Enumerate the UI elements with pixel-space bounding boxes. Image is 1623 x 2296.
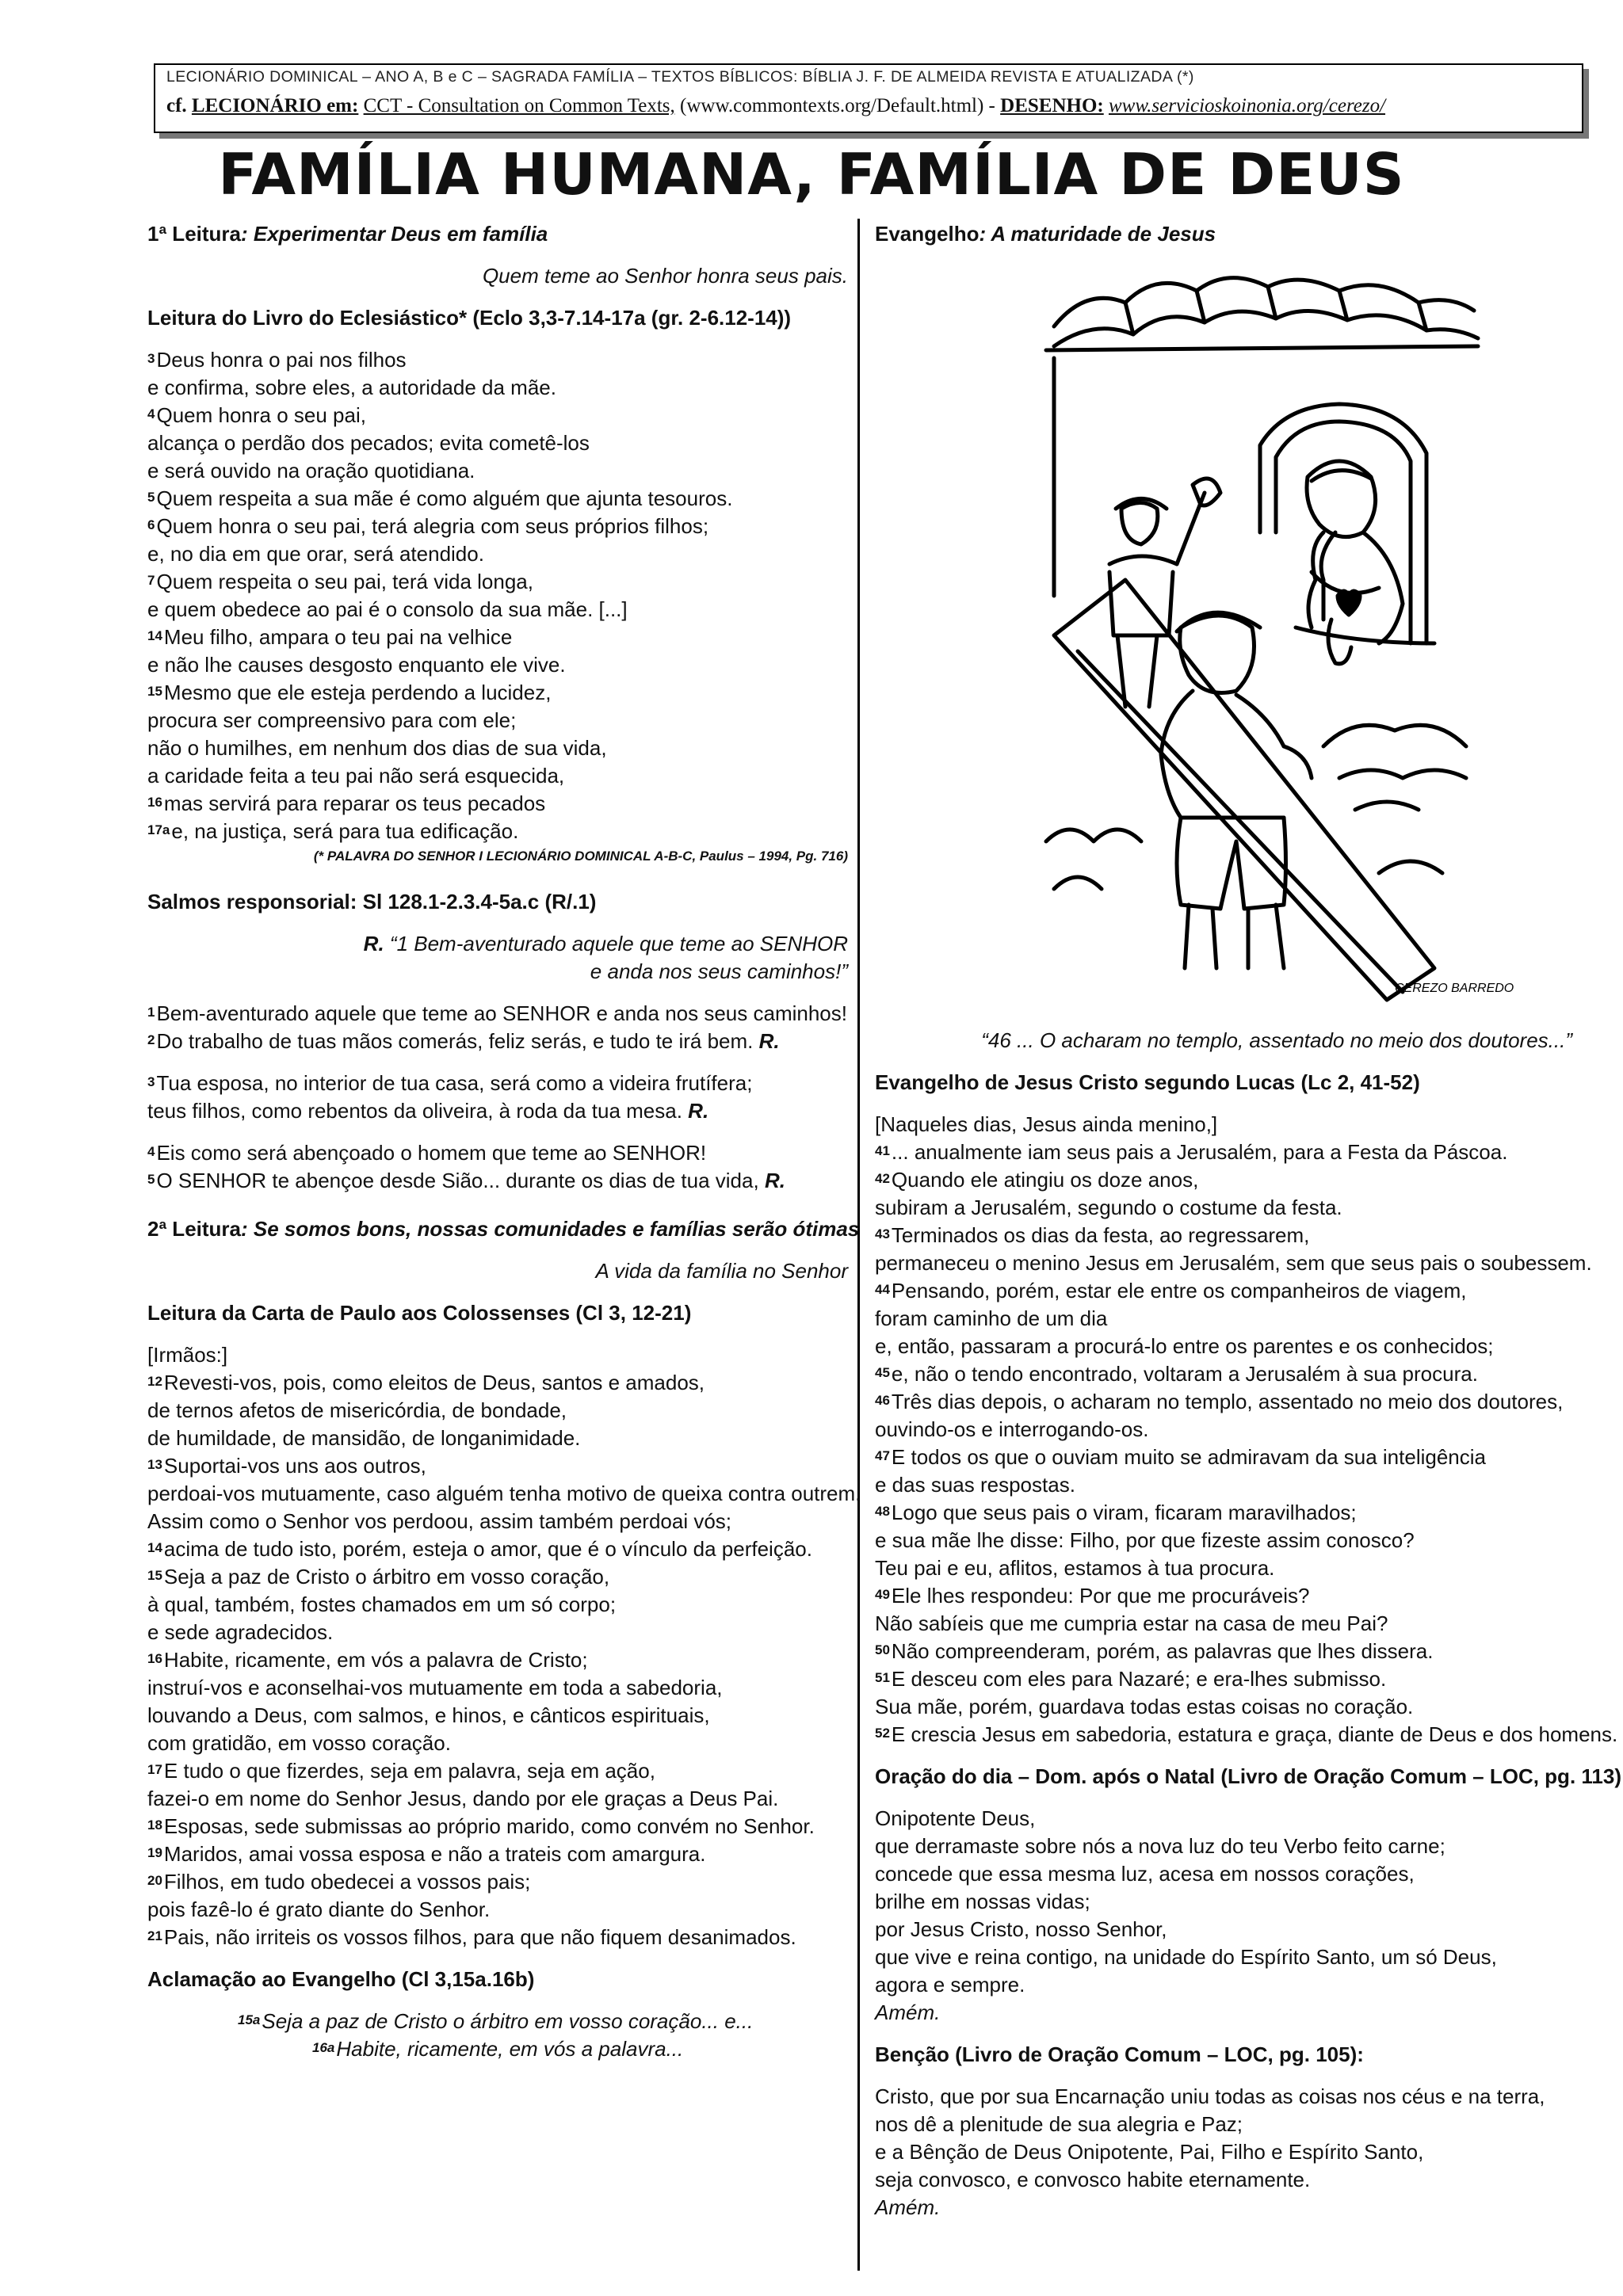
verse-number: 47 [875, 1448, 890, 1463]
verse-line [147, 1425, 848, 1452]
verse-line [147, 1563, 848, 1591]
header-box [154, 63, 1583, 133]
verse-text: a caridade feita a teu pai não será esquecida, [147, 764, 565, 788]
text-line: Onipotente Deus, [875, 1806, 1036, 1830]
verse-text: Do trabalho de tuas mãos comerás, feliz serás, e tudo te irá bem. [156, 1029, 759, 1053]
verse-line [147, 346, 848, 374]
verse-text: E todos os que o ouviam muito se admiravam da sua inteligência [891, 1445, 1486, 1469]
text-line: seja convosco, e convosco habite eternamente. [875, 2168, 1311, 2191]
verse-text: Quem respeita a sua mãe é como alguém que ajunta tesouros. [156, 486, 733, 510]
acclamation-text [147, 2008, 848, 2063]
verse-number: 50 [875, 1642, 890, 1657]
text-line: concede que essa mesma luz, acesa em nossos corações, [875, 1862, 1415, 1886]
verse-line [875, 1416, 1572, 1444]
verse-text: e quem obedece ao pai é o consolo da sua mãe. [...] [147, 597, 628, 621]
verse-line [147, 513, 848, 540]
verse-number: 21 [147, 1928, 162, 1943]
verse-number: 41 [875, 1143, 890, 1158]
verse-text: e das suas respostas. [875, 1473, 1075, 1497]
verse-line [147, 568, 848, 596]
verse-line [147, 1785, 848, 1813]
verse-line [875, 1249, 1592, 1277]
verse-text: Maridos, amai vossa esposa e não a trateis com amargura. [163, 1842, 706, 1866]
verse-text: e, na justiça, será para tua edificação. [171, 819, 519, 843]
verse-text: pois fazê-lo é grato diante do Senhor. [147, 1897, 491, 1921]
verse-line [147, 429, 848, 457]
prayer-heading: Oração do dia – Dom. após o Natal (Livro de Oração Comum – LOC, pg. 113) [875, 1764, 1621, 1788]
verse-line [147, 1757, 848, 1785]
verse-text: Deus honra o pai nos filhos [156, 348, 407, 372]
verse-text: Não sabíeis que me cumpria estar na casa de meu Pai? [875, 1611, 1388, 1635]
verse-line [147, 651, 848, 679]
verse-line [875, 1333, 1572, 1360]
header-cct-url[interactable]: (www.commontexts.org/Default.html) - [680, 95, 995, 116]
reading2-title: 2ª Leitura: Se somos bons, nossas comunidades e famílias serão ótimas [147, 1217, 860, 1241]
verse-line [147, 457, 848, 485]
prayer-text [875, 1805, 1572, 1999]
verse-text: E desceu com eles para Nazaré; e era-lhes submisso. [891, 1667, 1387, 1691]
gospel-intro: [Naqueles dias, Jesus ainda menino,] [875, 1112, 1218, 1136]
verse-line [147, 1508, 848, 1535]
verse-line [875, 1138, 1572, 1166]
verse-text: Assim como o Senhor vos perdoou, assim também perdoai vós; [147, 1509, 732, 1533]
verse-line [875, 1582, 1572, 1610]
verse-line [147, 1535, 848, 1563]
verse-text: Tua esposa, no interior de tua casa, será como a videira frutífera; [156, 1071, 753, 1095]
verse-text: Bem-aventurado aquele que teme ao SENHOR e anda nos seus caminhos! [156, 1001, 847, 1025]
verse-line [147, 1924, 848, 1951]
verse-text: Terminados os dias da festa, ao regressarem, [891, 1223, 1310, 1247]
verse-text: Sua mãe, porém, guardava todas estas coisas no coração. [875, 1695, 1414, 1718]
verse-number: 52 [875, 1726, 890, 1741]
verse-number: 45 [875, 1365, 890, 1380]
verse-line [147, 1591, 848, 1619]
verse-text: alcança o perdão dos pecados; evita cometê-los [147, 431, 590, 455]
verse-number: 15a [238, 2012, 261, 2027]
verse-line [875, 1194, 1572, 1222]
verse-line [147, 402, 848, 429]
verse-line [875, 1222, 1572, 1249]
verse-text: Eis como será abençoado o homem que teme ao SENHOR! [156, 1141, 707, 1165]
verse-text: louvando a Deus, com salmos, e hinos, e cânticos espirituais, [147, 1703, 710, 1727]
verse-line [147, 1000, 848, 1028]
verse-line [147, 624, 848, 651]
verse-number: 6 [147, 517, 155, 532]
verse-text: Ele lhes respondeu: Por que me procuráveis? [891, 1584, 1310, 1608]
verse-text: não o humilhes, em nenhum dos dias de sua vida, [147, 736, 607, 760]
text-line: que vive e reina contigo, na unidade do Espírito Santo, um só Deus, [875, 1945, 1497, 1969]
verse-line [147, 485, 848, 513]
header-cct-link[interactable]: CCT - Consultation on Common Texts, [363, 95, 675, 116]
verse-number: 42 [875, 1171, 890, 1186]
psalm-text [147, 1000, 848, 1195]
verse-text: permaneceu o menino Jesus em Jerusalém, sem que seus pais o soubessem. [875, 1251, 1592, 1275]
verse-number: 1 [147, 1005, 155, 1020]
verse-line [147, 1813, 848, 1840]
verse-line [147, 1397, 848, 1425]
verse-number: 48 [875, 1504, 890, 1519]
verse-text: Quando ele atingiu os doze anos, [891, 1168, 1199, 1192]
verse-line [147, 1028, 848, 1055]
verse-text: Revesti-vos, pois, como eleitos de Deus, santos e amados, [163, 1371, 705, 1394]
verse-line [875, 1527, 1572, 1554]
header-line1: LECIONÁRIO DOMINICAL – ANO A, B e C – SAGRADA FAMÍLIA – TEXTOS BÍBLICOS: BÍBLIA J. F. DE ALMEIDA REVISTA E ATUALIZADA (*) [166, 68, 1194, 86]
verse-line [147, 734, 848, 762]
verse-number: 3 [147, 1074, 155, 1089]
verse-number: 12 [147, 1374, 162, 1389]
verse-text: Não compreenderam, porém, as palavras que lhes dissera. [891, 1639, 1434, 1663]
verse-text: teus filhos, como rebentos da oliveira, à roda da tua mesa. [147, 1099, 689, 1123]
verse-line [147, 1452, 848, 1480]
illustration-jesus-carrying-beam [1022, 271, 1514, 1020]
verse-text: Habite, ricamente, em vós a palavra... [336, 2037, 684, 2061]
verse-line [147, 679, 848, 707]
verse-line [147, 1480, 861, 1508]
verse-text: e será ouvido na oração quotidiana. [147, 459, 475, 482]
verse-number: 46 [875, 1393, 890, 1408]
verse-text: Mesmo que ele esteja perdendo a lucidez, [163, 681, 552, 704]
verse-line [147, 540, 848, 568]
verse-number: 51 [875, 1670, 890, 1685]
verse-text: Habite, ricamente, em vós a palavra de Cristo; [163, 1648, 588, 1672]
verse-text: O SENHOR te abençoe desde Sião... durante os dias de tua vida, [156, 1169, 765, 1192]
verse-line [147, 1868, 848, 1896]
verse-number: 17a [147, 822, 170, 837]
text-line: nos dê a plenitude de sua alegria e Paz; [875, 2112, 1243, 2136]
verse-line [147, 1730, 848, 1757]
verse-text: e sua mãe lhe disse: Filho, por que fizeste assim conosco? [875, 1528, 1415, 1552]
header-desenho-label: DESENHO: [1000, 95, 1104, 116]
verse-text: mas servirá para reparar os teus pecados [163, 791, 546, 815]
verse-line [875, 1360, 1572, 1388]
psalm-response-line1: R. “1 Bem-aventurado aquele que teme ao SENHOR [363, 932, 848, 955]
text-line: Cristo, que por sua Encarnação uniu todas as coisas nos céus e na terra, [875, 2084, 1545, 2108]
verse-line [875, 1166, 1572, 1194]
text-line: e a Bênção de Deus Onipotente, Pai, Filho e Espírito Santo, [875, 2140, 1424, 2164]
verse-text: Seja a paz de Cristo o árbitro em vosso coração... e... [262, 2009, 754, 2033]
column-divider [857, 219, 860, 2271]
page-title: FAMÍLIA HUMANA, FAMÍLIA DE DEUS [218, 141, 1405, 208]
psalm-response-marker: R. [688, 1099, 709, 1123]
verse-text: subiram a Jerusalém, segundo o costume da festa. [875, 1196, 1342, 1219]
header-lecionario-label: LECIONÁRIO em: [191, 95, 359, 116]
verse-number: 19 [147, 1845, 162, 1860]
verse-line [147, 374, 848, 402]
verse-line [875, 1471, 1572, 1499]
verse-number: 49 [875, 1587, 890, 1602]
verse-line [147, 1167, 848, 1195]
verse-number: 20 [147, 1873, 162, 1888]
reading2-intro: [Irmãos:] [147, 1343, 228, 1367]
verse-line [875, 1610, 1572, 1638]
verse-text: Esposas, sede submissas ao próprio marido, como convém no Senhor. [163, 1814, 815, 1838]
psalm-response-marker: R. [764, 1169, 785, 1192]
verse-text: e não lhe causes desgosto enquanto ele vive. [147, 653, 566, 677]
verse-text: Logo que seus pais o viram, ficaram maravilhados; [891, 1501, 1357, 1524]
verse-number: 4 [147, 406, 155, 421]
verse-text: fazei-o em nome do Senhor Jesus, dando por ele graças a Deus Pai. [147, 1787, 779, 1810]
verse-number: 7 [147, 573, 155, 588]
verse-number: 17 [147, 1762, 162, 1777]
verse-number: 14 [147, 628, 162, 643]
verse-text: Suportai-vos uns aos outros, [163, 1454, 426, 1478]
verse-line [147, 1070, 848, 1097]
verse-number: 13 [147, 1457, 162, 1472]
illustration-signature: CEREZO BARREDO [1395, 982, 1514, 995]
verse-number: 14 [147, 1540, 162, 1555]
reading1-title: 1ª Leitura: Experimentar Deus em família [147, 222, 548, 246]
verse-line [147, 1674, 848, 1702]
verse-line [147, 1896, 848, 1924]
reading2-heading: Leitura da Carta de Paulo aos Colossenses (Cl 3, 12-21) [147, 1301, 692, 1325]
verse-text: de ternos afetos de misericórdia, de bondade, [147, 1398, 567, 1422]
gospel-text [875, 1138, 1618, 1749]
verse-number: 44 [875, 1282, 890, 1297]
verse-text: instruí-vos e aconselhai-vos mutuamente em toda a sabedoria, [147, 1676, 723, 1699]
verse-number: 16 [147, 795, 162, 810]
verse-number: 16 [147, 1651, 162, 1666]
verse-line [147, 2035, 848, 2063]
verse-line [147, 1619, 848, 1646]
gospel-heading: Evangelho de Jesus Cristo segundo Lucas (Lc 2, 41-52) [875, 1070, 1420, 1094]
verse-number: 5 [147, 1172, 155, 1187]
verse-text: E crescia Jesus em sabedoria, estatura e graça, diante de Deus e dos homens. [891, 1722, 1618, 1746]
verse-line [147, 1139, 848, 1167]
verse-text: Três dias depois, o acharam no templo, assentado no meio dos doutores, [891, 1390, 1564, 1413]
verse-text: Pais, não irriteis os vossos filhos, para que não fiquem desanimados. [163, 1925, 796, 1949]
verse-text: e sede agradecidos. [147, 1620, 334, 1644]
verse-line [147, 1369, 848, 1397]
verse-text: E tudo o que fizerdes, seja em palavra, seja em ação, [163, 1759, 655, 1783]
illustration-caption: “46 ... O acharam no templo, assentado no meio dos doutores...” [981, 1028, 1572, 1052]
verse-number: 3 [147, 351, 155, 366]
verse-number: 5 [147, 490, 155, 505]
verse-line [875, 1554, 1572, 1582]
left-column [147, 220, 861, 2063]
verse-text: e confirma, sobre eles, a autoridade da mãe. [147, 376, 556, 399]
verse-line [147, 1702, 848, 1730]
verse-text: e, no dia em que orar, será atendido. [147, 542, 484, 566]
psalm-response-marker: R. [758, 1029, 780, 1053]
verse-text: Meu filho, ampara o teu pai na velhice [163, 625, 513, 649]
verse-line [875, 1665, 1572, 1693]
reading2-quote: A vida da família no Senhor [595, 1259, 848, 1283]
verse-number: 2 [147, 1032, 155, 1047]
verse-text: foram caminho de um dia [875, 1306, 1108, 1330]
psalm-heading: Salmos responsorial: Sl 128.1-2.3.4-5a.c (R/.1) [147, 890, 597, 913]
reading1-heading: Leitura do Livro do Eclesiástico* (Eclo 3,3-7.14-17a (gr. 2-6.12-14)) [147, 306, 792, 330]
verse-line [147, 1646, 848, 1674]
text-line: que derramaste sobre nós a nova luz do teu Verbo feito carne; [875, 1834, 1445, 1858]
verse-text: e, então, passaram a procurá-lo entre os parentes e os conhecidos; [875, 1334, 1494, 1358]
verse-text: Seja a paz de Cristo o árbitro em vosso coração, [163, 1565, 610, 1589]
right-column [875, 220, 1572, 248]
blessing-heading: Benção (Livro de Oração Comum – LOC, pg. 105): [875, 2042, 1364, 2066]
text-line: brilhe em nossas vidas; [875, 1890, 1090, 1913]
verse-text: e, não o tendo encontrado, voltaram a Jerusalém à sua procura. [891, 1362, 1478, 1386]
verse-line [875, 1305, 1572, 1333]
reading1-quote: Quem teme ao Senhor honra seus pais. [482, 264, 848, 288]
verse-text: acima de tudo isto, porém, esteja o amor, que é o vínculo da perfeição. [163, 1537, 812, 1561]
verse-line [875, 1388, 1572, 1416]
header-desenho-link[interactable]: www.servicioskoinonia.org/cerezo/ [1108, 95, 1386, 116]
verse-line [875, 1638, 1572, 1665]
verse-text: à qual, também, fostes chamados em um só corpo; [147, 1592, 617, 1616]
verse-text: Pensando, porém, estar ele entre os companheiros de viagem, [891, 1279, 1467, 1302]
verse-line [875, 1693, 1572, 1721]
verse-line [147, 790, 848, 818]
prayer-amen: Amém. [875, 2000, 941, 2024]
text-line: agora e sempre. [875, 1973, 1025, 1997]
verse-text: ... anualmente iam seus pais a Jerusalém, para a Festa da Páscoa. [891, 1140, 1508, 1164]
gospel-title: Evangelho: A maturidade de Jesus [875, 222, 1216, 246]
verse-text: de humildade, de mansidão, de longanimidade. [147, 1426, 581, 1450]
verse-number: 15 [147, 684, 162, 699]
verse-line [147, 762, 848, 790]
acclamation-heading: Aclamação ao Evangelho (Cl 3,15a.16b) [147, 1967, 535, 1991]
verse-line [147, 596, 848, 624]
verse-number: 16a [312, 2040, 335, 2055]
verse-text: Quem honra o seu pai, terá alegria com seus próprios filhos; [156, 514, 709, 538]
verse-line [875, 1499, 1572, 1527]
verse-text: Teu pai e eu, aflitos, estamos à tua procura. [875, 1556, 1275, 1580]
blessing-text [875, 2083, 1572, 2194]
verse-line [147, 1840, 848, 1868]
reading1-source: (* PALAVRA DO SENHOR I LECIONÁRIO DOMINICAL A-B-C, Paulus – 1994, Pg. 716) [313, 849, 848, 864]
verse-line [147, 707, 848, 734]
header-line2 [166, 95, 1577, 117]
verse-text: ouvindo-os e interrogando-os. [875, 1417, 1149, 1441]
verse-line [875, 1721, 1618, 1749]
verse-line [147, 818, 848, 845]
verse-number: 4 [147, 1144, 155, 1159]
verse-line [875, 1277, 1572, 1305]
blessing-amen: Amém. [875, 2195, 941, 2219]
verse-line [147, 2008, 848, 2035]
verse-text: perdoai-vos mutuamente, caso alguém tenha motivo de queixa contra outrem. [147, 1482, 861, 1505]
verse-line [875, 1444, 1572, 1471]
reading2-text [147, 1369, 861, 1951]
verse-text: Quem respeita o seu pai, terá vida longa, [156, 570, 533, 593]
verse-text: Filhos, em tudo obedecei a vossos pais; [163, 1870, 531, 1894]
verse-text: Quem honra o seu pai, [156, 403, 366, 427]
verse-text: procura ser compreensivo para com ele; [147, 708, 517, 732]
verse-number: 18 [147, 1817, 162, 1833]
verse-line [147, 1097, 848, 1125]
verse-number: 43 [875, 1226, 890, 1241]
right-column-body [875, 1027, 1621, 2222]
verse-number: 15 [147, 1568, 162, 1583]
verse-text: com gratidão, em vosso coração. [147, 1731, 451, 1755]
text-line: por Jesus Cristo, nosso Senhor, [875, 1917, 1167, 1941]
header-cf: cf. [166, 95, 187, 116]
psalm-response-line2: e anda nos seus caminhos!” [590, 959, 848, 983]
reading1-text [147, 346, 848, 845]
